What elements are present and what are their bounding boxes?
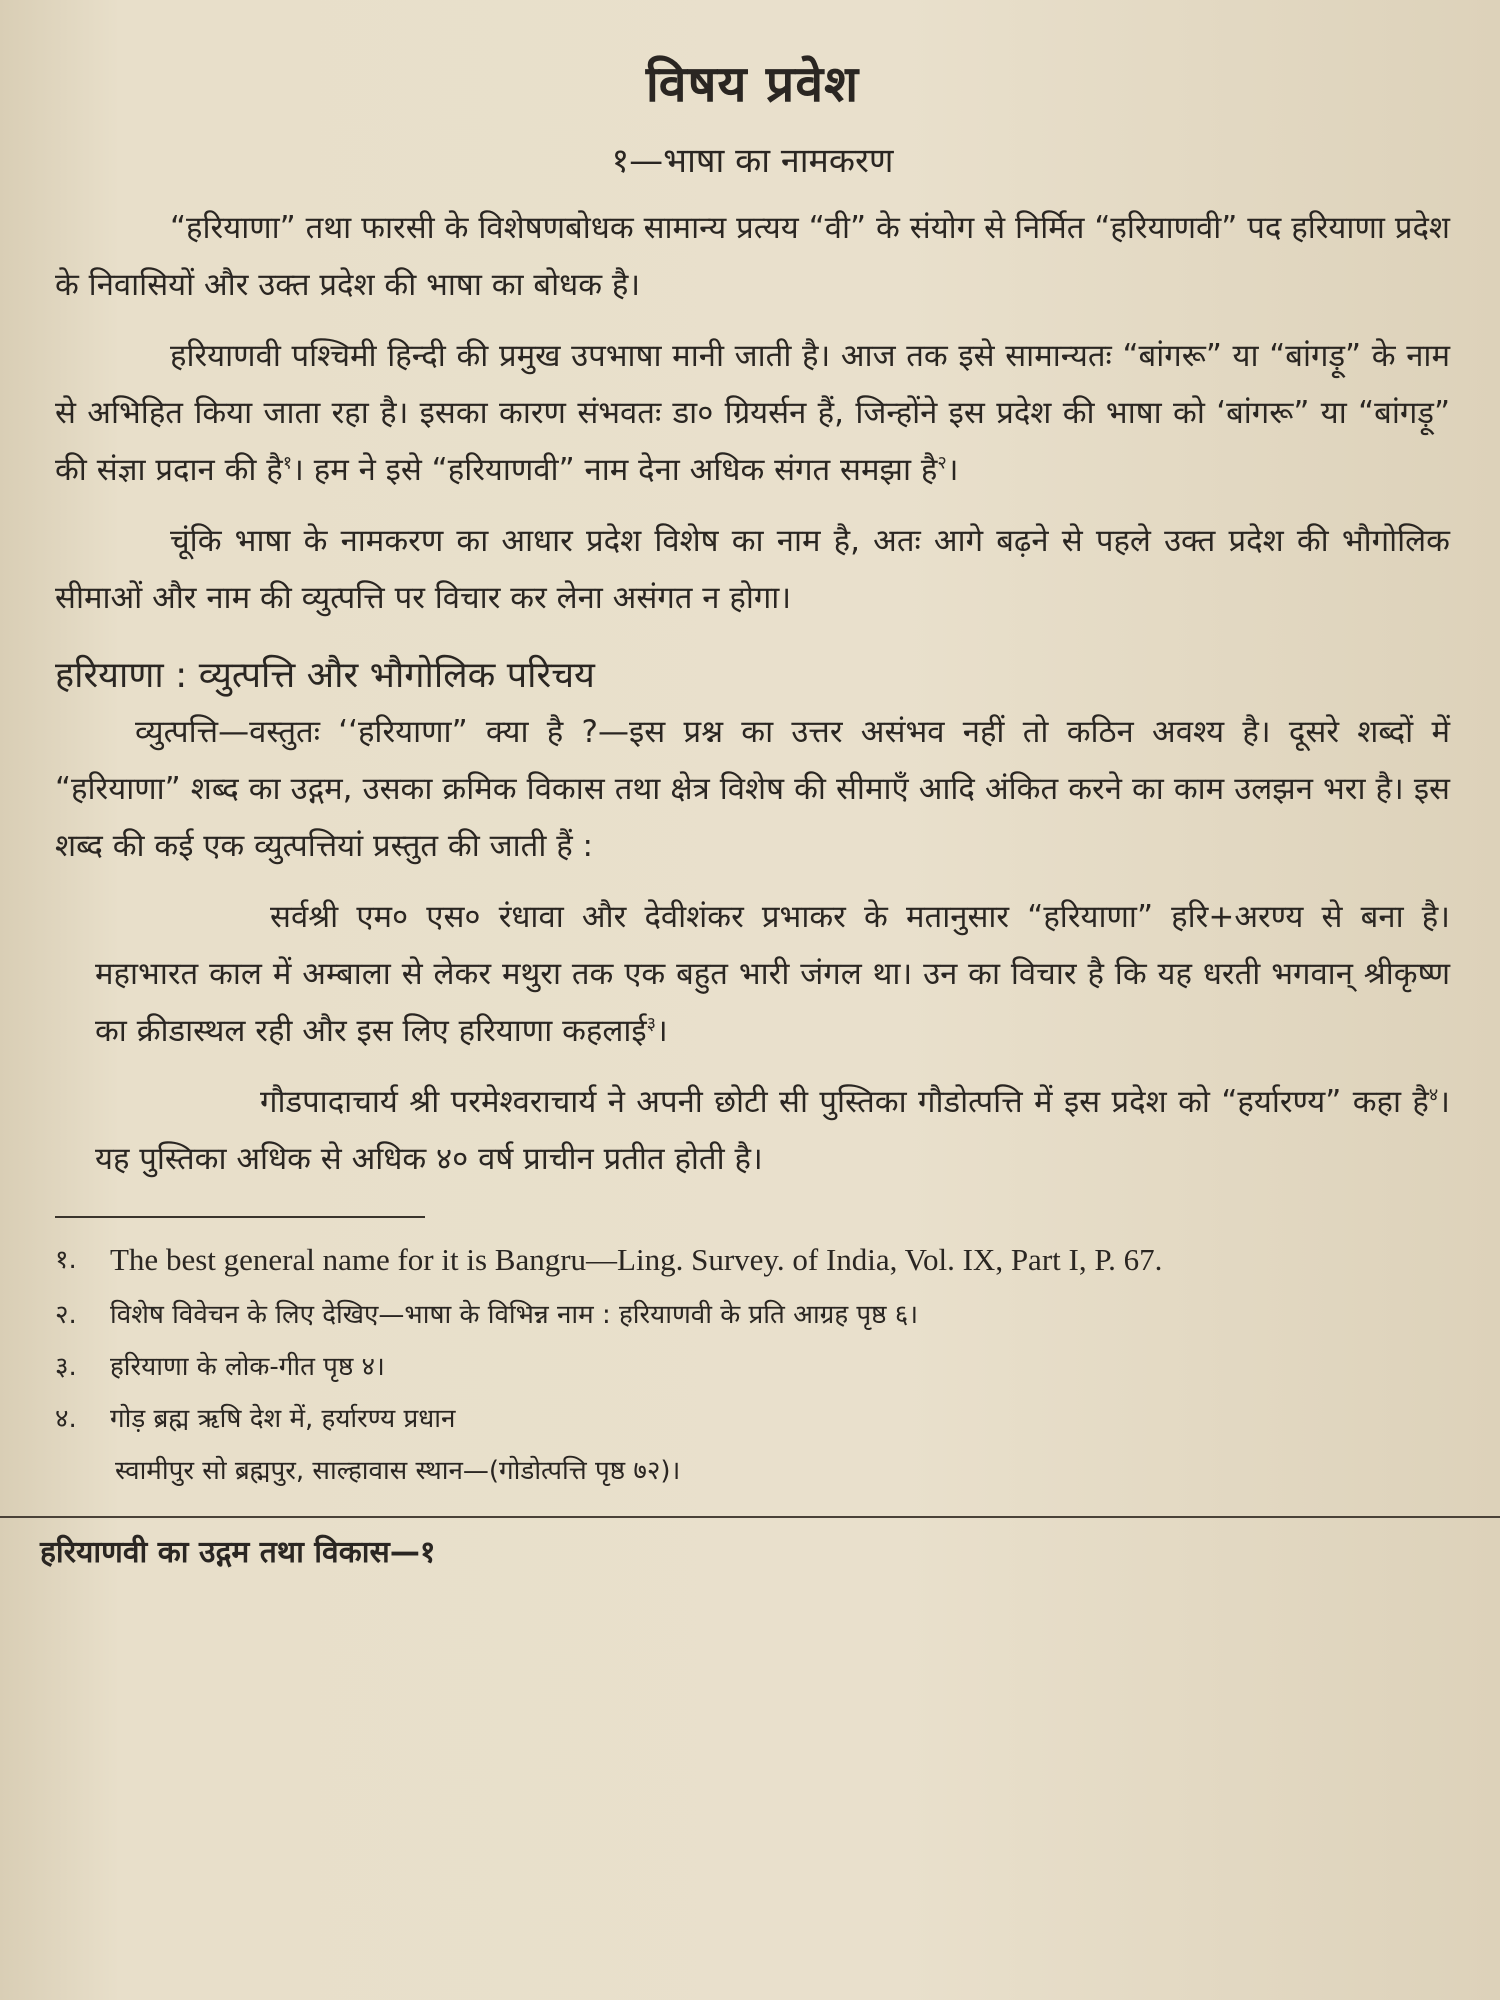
page-title: विषय प्रवेश: [645, 55, 860, 113]
footnote-4-continuation: स्वामीपुर सो ब्रह्मपुर, साल्हावास स्थान—(गोडोत्पत्ति पृष्ठ ७२)।: [115, 1456, 681, 1486]
quote-2-end: । यह पुस्तिका अधिक से अधिक ४० वर्ष प्राचीन प्रतीत होती है।: [95, 1084, 1450, 1177]
footnote-ref-3: ३: [646, 1013, 656, 1035]
footnote-4-number: ४.: [55, 1404, 77, 1434]
footnote-2-number: २.: [55, 1300, 77, 1330]
running-footer: हरियाणवी का उद्गम तथा विकास—१: [40, 1535, 436, 1570]
quote-paragraph-2: [55, 1074, 1450, 1188]
section-heading: हरियाणा : व्युत्पत्ति और भौगोलिक परिचय: [55, 655, 595, 696]
footnote-1-text: The best general name for it is Bangru—Ling. Survey. of India, Vol. IX, Part I, P. 67.: [110, 1242, 1163, 1277]
vyutpatti-paragraph: व्युत्पत्ति—वस्तुतः ‘‘हरियाणा” क्या है ?—इस प्रश्न का उत्तर असंभव नहीं तो कठिन अवश्य है। दूसरे शब्दों में “हरियाणा” शब्द का उद्गम, उसका क्रमिक विकास तथा क्षेत्र विशेष की सीमाएँ आदि अंकित करने का काम उलझन भरा है। इस शब्द की कई एक व्युत्पत्तियां प्रस्तुत की जाती हैं :: [55, 714, 1450, 864]
quote-paragraph-1: [55, 889, 1450, 1060]
footnote-3: [55, 1344, 1450, 1390]
paragraph-1: “हरियाणा” तथा फारसी के विशेषणबोधक सामान्य प्रत्यय “वी” के संयोग से निर्मित “हरियाणवी” पद हरियाणा प्रदेश के निवासियों और उक्त प्रदेश की भाषा का बोधक है।: [55, 210, 1450, 303]
bottom-divider: [0, 1516, 1500, 1518]
quote-1-text: सर्वश्री एम० एस० रंधावा और देवीशंकर प्रभाकर के मतानुसार “हरियाणा” हरि+अरण्य से बना है। महाभारत काल में अम्बाला से लेकर मथुरा तक एक बहुत भारी जंगल था। उन का विचार है कि यह धरती भगवान् श्रीकृष्ण का क्रीडास्थल रही और इस लिए हरियाणा कहलाई: [95, 899, 1450, 1049]
paragraph-3: चूंकि भाषा के नामकरण का आधार प्रदेश विशेष का नाम है, अतः आगे बढ़ने से पहले उक्त प्रदेश की भौगोलिक सीमाओं और नाम की व्युत्पत्ति पर विचार कर लेना असंगत न होगा।: [55, 523, 1450, 616]
footnote-4-text: गोड़ ब्रह्म ऋषि देश में, हर्यारण्य प्रधान: [110, 1404, 456, 1434]
footnote-ref-1: १: [282, 452, 293, 474]
footnote-4: [55, 1396, 1450, 1442]
footnote-3-text: हरियाणा के लोक-गीत पृष्ठ ४।: [110, 1352, 385, 1382]
paragraph-2-main: हरियाणवी पश्चिमी हिन्दी की प्रमुख उपभाषा मानी जाती है। आज तक इसे सामान्यतः “बांगरू” या “बांगड़ू” के नाम से अभिहित किया जाता रहा है। इसका कारण संभवतः डा० ग्रियर्सन हैं, जिन्होंने इस प्रदेश की भाषा को ‘बांगरू” या “बांगड़ू” की संज्ञा प्रदान की है: [55, 338, 1450, 488]
quote-2-text: गौडपादाचार्य श्री परमेश्वराचार्य ने अपनी छोटी सी पुस्तिका गौडोत्पत्ति में इस प्रदेश को “हर्यारण्य” कहा है: [260, 1084, 1429, 1120]
chapter-heading: १—भाषा का नामकरण: [611, 141, 894, 181]
footnote-1-number: १.: [55, 1245, 77, 1275]
paragraph-2-mid: । हम ने इसे “हरियाणवी” नाम देना अधिक संगत समझा है: [292, 452, 938, 488]
footnote-2: [55, 1292, 1450, 1338]
footnote-divider: [55, 1216, 425, 1218]
footnote-ref-4: ४: [1428, 1084, 1439, 1106]
footnote-3-number: ३.: [55, 1352, 77, 1382]
paragraph-2: [55, 328, 1450, 499]
footnote-2-text: विशेष विवेचन के लिए देखिए—भाषा के विभिन्न नाम : हरियाणवी के प्रति आग्रह पृष्ठ ६।: [110, 1300, 919, 1330]
quote-1-end: ।: [656, 1013, 668, 1049]
footnote-1: [55, 1234, 1450, 1286]
footnote-ref-2: २: [937, 452, 947, 474]
paragraph-2-end: ।: [946, 452, 959, 488]
